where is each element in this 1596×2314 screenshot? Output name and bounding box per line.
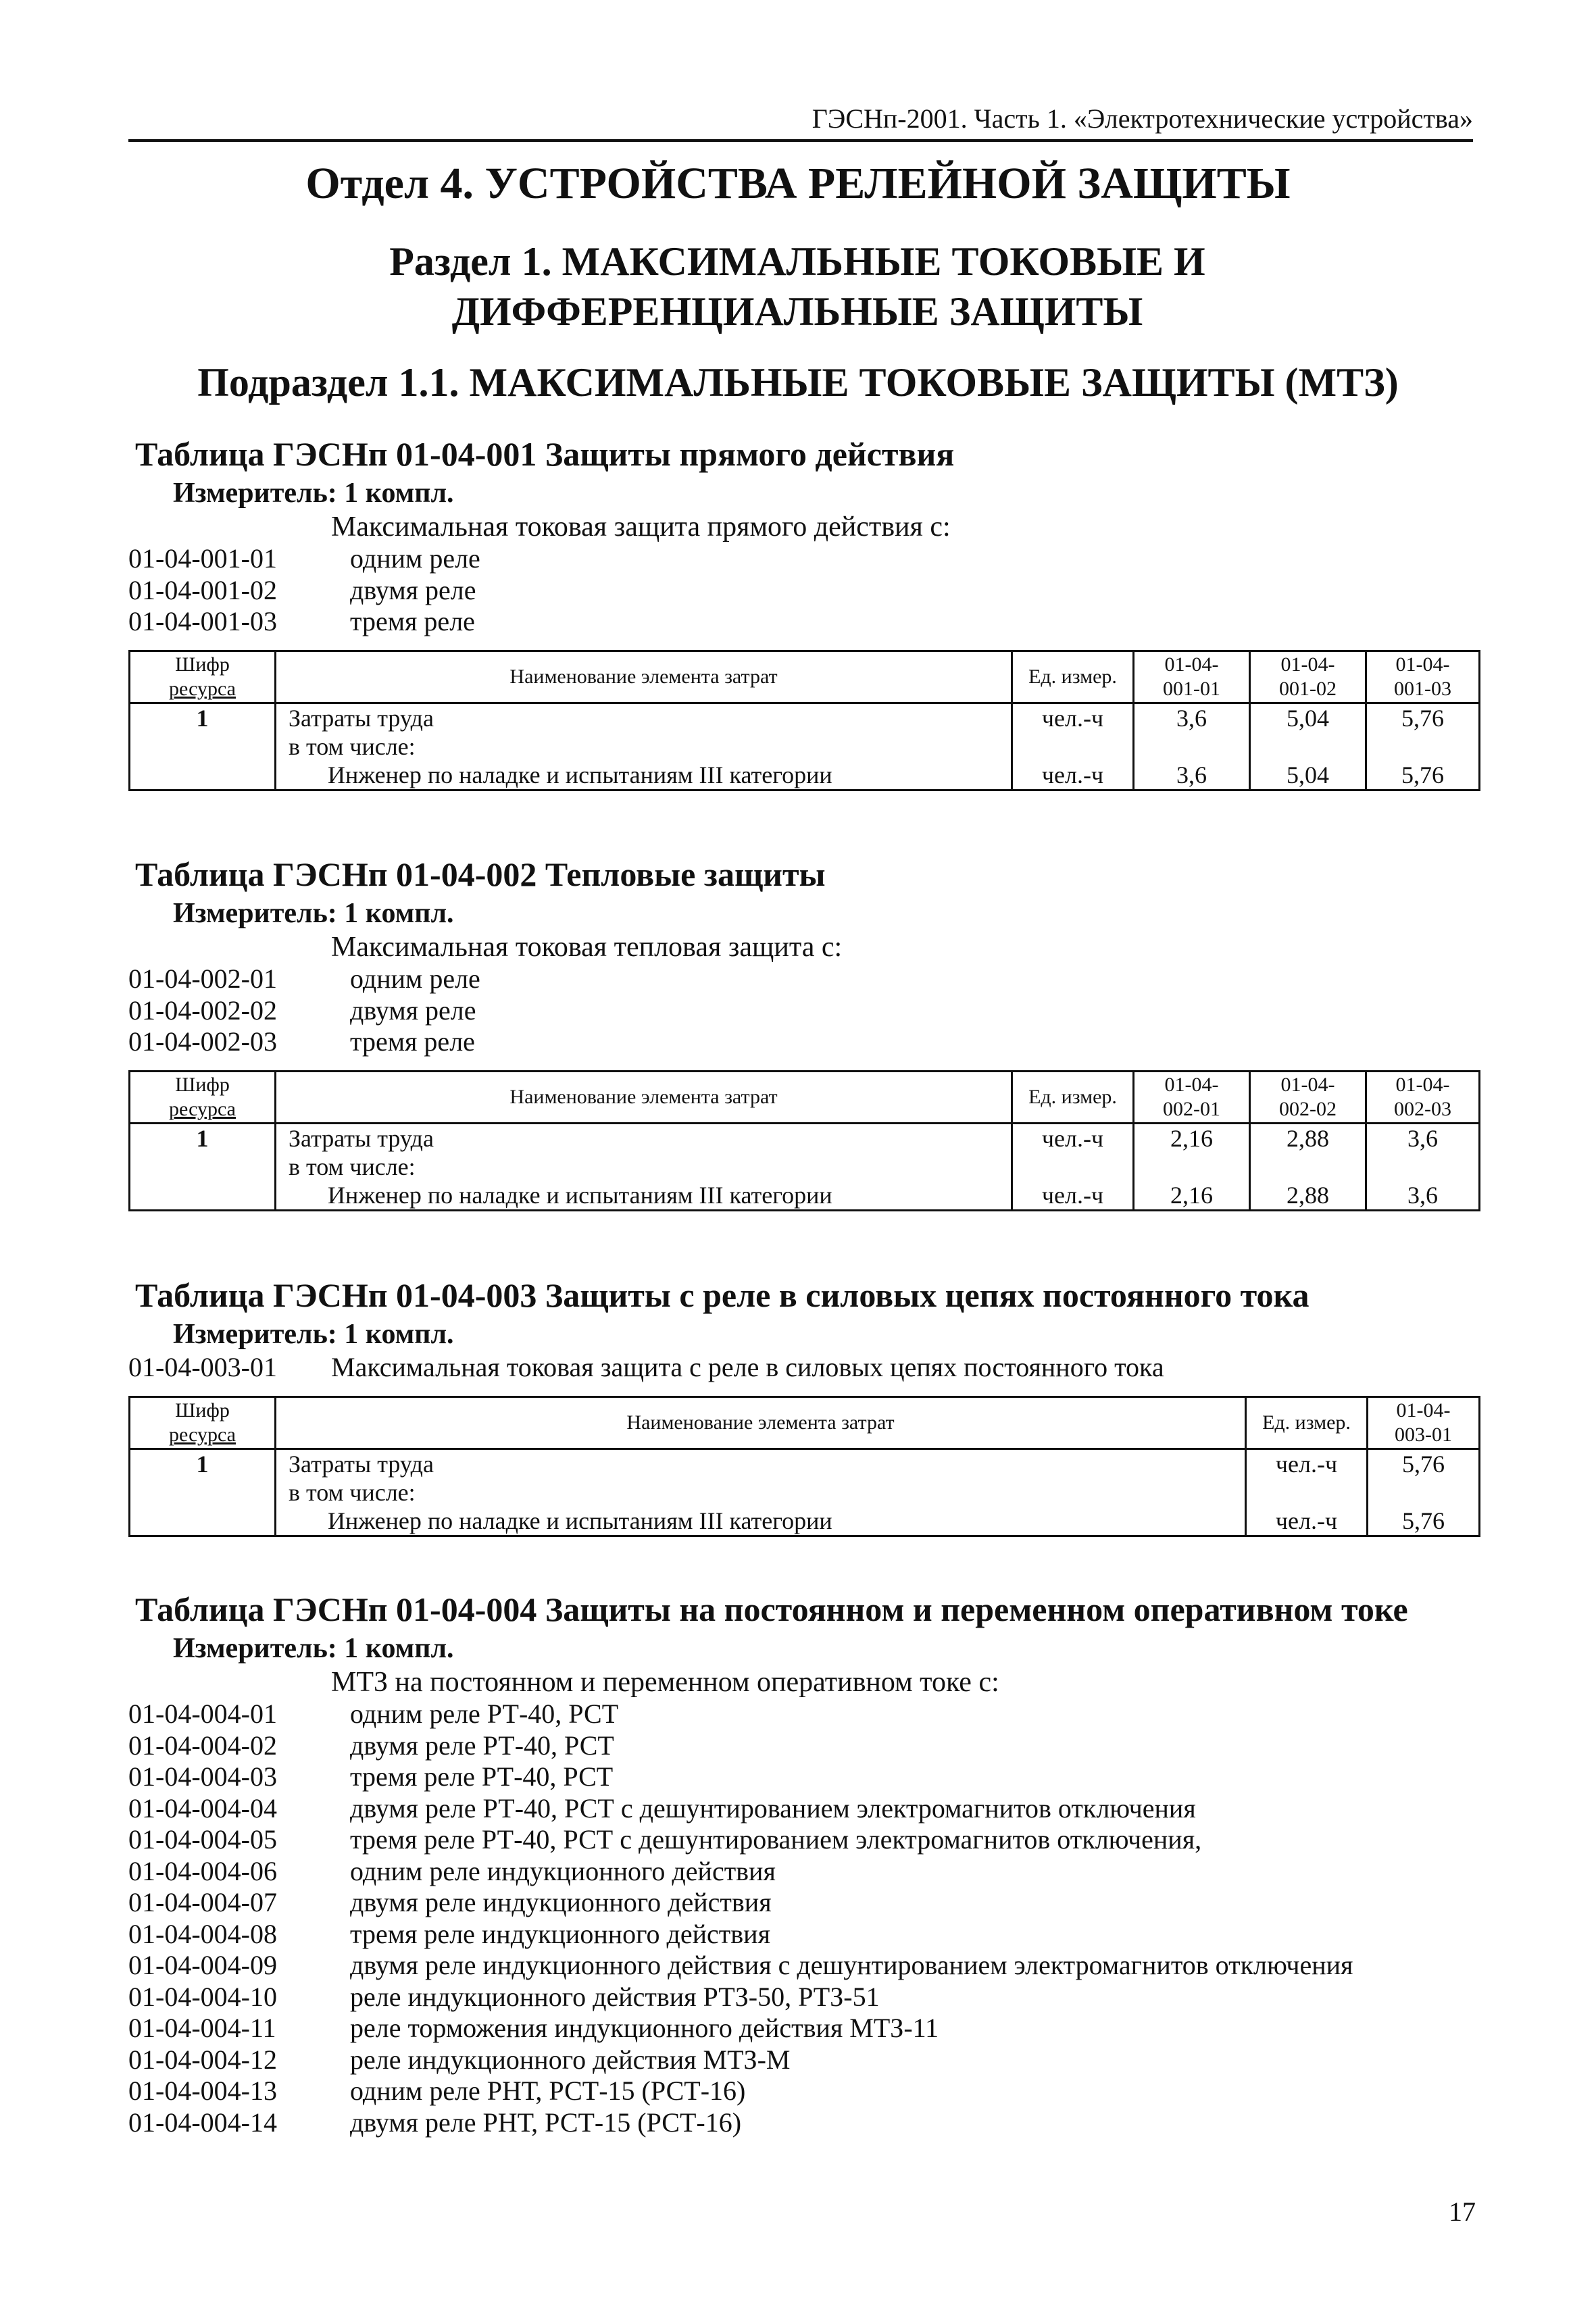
- row-code: 1: [130, 1123, 276, 1210]
- list-item: [128, 1982, 1480, 2013]
- list-item: [128, 963, 1480, 995]
- list-item: [128, 1950, 1480, 1982]
- item-text: одним реле: [350, 543, 480, 574]
- list-item: [128, 1919, 1480, 1951]
- table-header-row: [130, 1397, 1480, 1449]
- measure-unit: Измеритель: 1 компл.: [173, 1633, 454, 1664]
- item-code: 01-04-001-01: [128, 543, 277, 574]
- item-text: двумя реле РТ-40, РСТ с дешунтированием электромагнитов отключения: [350, 1792, 1196, 1823]
- item-text: одним реле индукционного действия: [350, 1855, 776, 1886]
- item-code: 01-04-004-08: [128, 1918, 277, 1949]
- table-title: Таблица ГЭСНп 01-04-004 Защиты на постоянном и переменном оперативном токе: [135, 1590, 1408, 1628]
- table-header-row: [130, 651, 1480, 703]
- item-code: 01-04-002-02: [128, 995, 277, 1026]
- header-code: Шифр ресурса: [130, 651, 276, 703]
- header-col: 01-04- 001-03: [1366, 651, 1480, 703]
- item-code: 01-04-004-10: [128, 1981, 277, 2012]
- item-text: двумя реле: [350, 574, 476, 605]
- list-item: [128, 1887, 1480, 1919]
- item-text: реле индукционного действия МТЗ-М: [350, 2044, 791, 2075]
- table-title: Таблица ГЭСНп 01-04-003 Защиты с реле в силовых цепях постоянного тока: [135, 1276, 1310, 1314]
- row-name: Затраты труда в том числе: Инженер по наладке и испытаниям III категории: [276, 1123, 1012, 1210]
- header-col: 01-04- 002-02: [1250, 1071, 1366, 1123]
- header-unit: Ед. измер.: [1012, 651, 1134, 703]
- item-text: одним реле РНТ, РСТ-15 (РСТ-16): [350, 2076, 746, 2106]
- item-code: 01-04-001-03: [128, 606, 277, 636]
- resource-table: [128, 650, 1480, 791]
- row-value: 5,76 5,76: [1368, 1449, 1480, 1536]
- header-code: Шифр ресурса: [130, 1071, 276, 1123]
- header-col: 01-04- 002-03: [1366, 1071, 1480, 1123]
- list-item: [128, 1730, 1480, 1762]
- item-code: 01-04-004-07: [128, 1887, 277, 1917]
- item-text: тремя реле РТ-40, РСТ с дешунтированием электромагнитов отключения,: [350, 1824, 1202, 1855]
- code-list: [128, 1699, 1480, 2138]
- row-value: 3,6 3,6: [1366, 1123, 1480, 1210]
- item-code: 01-04-004-06: [128, 1855, 277, 1886]
- resource-table: [128, 1070, 1480, 1211]
- table-header-row: [130, 1071, 1480, 1123]
- list-item: [128, 2107, 1480, 2139]
- table-block-004: [128, 1588, 1480, 2138]
- list-item: [128, 2044, 1480, 2076]
- item-code: 01-04-004-09: [128, 1950, 277, 1980]
- header-col: 01-04- 002-01: [1134, 1071, 1250, 1123]
- item-text: двумя реле индукционного действия с дешунтированием электромагнитов отключения: [350, 1950, 1353, 1980]
- row-value: 5,04 5,04: [1250, 703, 1366, 790]
- header-col: 01-04- 001-02: [1250, 651, 1366, 703]
- header-col: 01-04- 001-01: [1134, 651, 1250, 703]
- list-item: [128, 1824, 1480, 1856]
- row-value: 3,6 3,6: [1134, 703, 1250, 790]
- table-row: [130, 1449, 1480, 1536]
- item-code: 01-04-004-03: [128, 1761, 277, 1792]
- table-block-003: [128, 1274, 1480, 1537]
- row-value: 5,76 5,76: [1366, 703, 1480, 790]
- items-intro: Максимальная токовая тепловая защита с:: [331, 932, 843, 963]
- table-row: [130, 703, 1480, 790]
- table-row: [130, 1123, 1480, 1210]
- item-text: тремя реле: [350, 1026, 475, 1057]
- item-code: 01-04-001-02: [128, 574, 277, 605]
- item-code: 01-04-004-02: [128, 1730, 277, 1761]
- item-text: одним реле: [350, 963, 480, 994]
- measure-unit: Измеритель: 1 компл.: [173, 478, 454, 509]
- row-unit: чел.-ч чел.-ч: [1012, 703, 1134, 790]
- header-name: Наименование элемента затрат: [276, 1397, 1246, 1449]
- subsection-title: Подраздел 1.1. МАКСИМАЛЬНЫЕ ТОКОВЫЕ ЗАЩИТЫ (МТЗ): [197, 360, 1399, 405]
- item-text: двумя реле: [350, 995, 476, 1026]
- item-code: 01-04-002-03: [128, 1026, 277, 1057]
- row-value: 2,16 2,16: [1134, 1123, 1250, 1210]
- item-code: 01-04-004-12: [128, 2044, 277, 2075]
- table-block-002: [128, 853, 1480, 1211]
- item-text: реле индукционного действия РТЗ-50, РТЗ-51: [350, 1981, 880, 2012]
- items-intro: МТЗ на постоянном и переменном оперативном токе с:: [331, 1667, 999, 1698]
- item-code: 01-04-004-14: [128, 2107, 277, 2138]
- item-text: тремя реле индукционного действия: [350, 1918, 770, 1949]
- row-value: 2,88 2,88: [1250, 1123, 1366, 1210]
- item-code: 01-04-004-13: [128, 2076, 277, 2106]
- list-item: [128, 1352, 1480, 1384]
- list-item: [128, 995, 1480, 1027]
- item-code: 01-04-004-05: [128, 1824, 277, 1855]
- list-item: [128, 1856, 1480, 1888]
- list-item: [128, 2076, 1480, 2107]
- resource-table: [128, 1396, 1480, 1537]
- item-text: реле торможения индукционного действия МТЗ-11: [350, 2013, 939, 2043]
- item-text: одним реле РТ-40, РСТ: [350, 1699, 619, 1729]
- item-text: тремя реле: [350, 606, 475, 636]
- table-title: Таблица ГЭСНп 01-04-001 Защиты прямого действия: [135, 435, 955, 473]
- item-code: 01-04-004-01: [128, 1699, 277, 1729]
- item-code: 01-04-004-11: [128, 2013, 276, 2043]
- row-code: 1: [130, 703, 276, 790]
- list-item: [128, 606, 1480, 638]
- page-number: 17: [1449, 2196, 1476, 2227]
- header-name: Наименование элемента затрат: [276, 1071, 1012, 1123]
- list-item: [128, 1793, 1480, 1825]
- item-text: двумя реле индукционного действия: [350, 1887, 772, 1917]
- row-name: Затраты труда в том числе: Инженер по наладке и испытаниям III категории: [276, 1449, 1246, 1536]
- section-title: Раздел 1. МАКСИМАЛЬНЫЕ ТОКОВЫЕ И ДИФФЕРЕНЦИАЛЬНЫЕ ЗАЩИТЫ: [389, 239, 1205, 334]
- header-unit: Ед. измер.: [1012, 1071, 1134, 1123]
- list-item: [128, 1761, 1480, 1793]
- list-item: [128, 543, 1480, 575]
- item-code: 01-04-002-01: [128, 963, 277, 994]
- measure-unit: Измеритель: 1 компл.: [173, 1319, 454, 1350]
- list-item: [128, 2013, 1480, 2044]
- row-unit: чел.-ч чел.-ч: [1012, 1123, 1134, 1210]
- running-head: ГЭСНп-2001. Часть 1. «Электротехнические устройства»: [128, 101, 1473, 142]
- table-title: Таблица ГЭСНп 01-04-002 Тепловые защиты: [135, 855, 826, 893]
- row-unit: чел.-ч чел.-ч: [1246, 1449, 1368, 1536]
- measure-unit: Измеритель: 1 компл.: [173, 898, 454, 929]
- header-code: Шифр ресурса: [130, 1397, 276, 1449]
- item-code: 01-04-003-01: [128, 1352, 277, 1382]
- row-code: 1: [130, 1449, 276, 1536]
- list-item: [128, 575, 1480, 607]
- item-text: двумя реле РТ-40, РСТ: [350, 1730, 614, 1761]
- department-title: Отдел 4. УСТРОЙСТВА РЕЛЕЙНОЙ ЗАЩИТЫ: [305, 159, 1291, 208]
- header-unit: Ед. измер.: [1246, 1397, 1368, 1449]
- item-code: 01-04-004-04: [128, 1792, 277, 1823]
- list-item: [128, 1026, 1480, 1058]
- header-col: 01-04- 003-01: [1368, 1397, 1480, 1449]
- item-text: тремя реле РТ-40, РСТ: [350, 1761, 614, 1792]
- row-name: Затраты труда в том числе: Инженер по наладке и испытаниям III категории: [276, 703, 1012, 790]
- items-intro: Максимальная токовая защита прямого действия с:: [331, 511, 951, 543]
- table-block-001: [128, 432, 1480, 791]
- item-text: Максимальная токовая защита с реле в силовых цепях постоянного тока: [331, 1352, 1164, 1382]
- item-text: двумя реле РНТ, РСТ-15 (РСТ-16): [350, 2107, 742, 2138]
- header-name: Наименование элемента затрат: [276, 651, 1012, 703]
- list-item: [128, 1699, 1480, 1730]
